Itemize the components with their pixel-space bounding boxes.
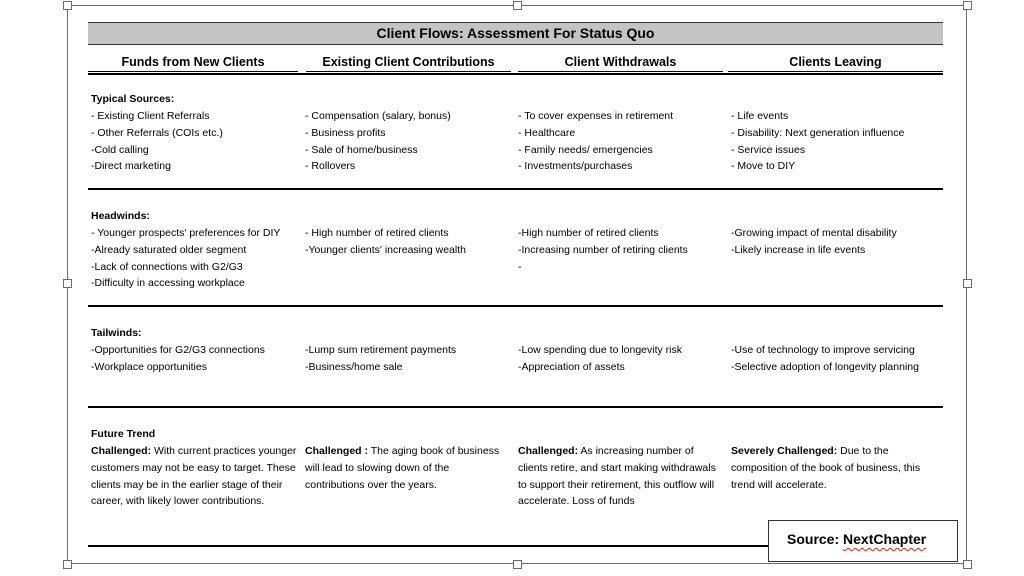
- cell-line: - Sale of home/business: [305, 143, 418, 156]
- cell-line: -Increasing number of retiring clients: [518, 243, 688, 256]
- resize-handle-top-center[interactable]: [513, 1, 522, 10]
- cell-line: - Healthcare: [518, 126, 576, 139]
- row-label: Future Trend: [91, 428, 156, 440]
- cell-line: - Move to DIY: [731, 160, 796, 173]
- cell-paragraph: [731, 443, 941, 493]
- table-cell: [731, 108, 941, 175]
- table-cell: [731, 342, 941, 376]
- trend-description: As increasing number of clients retire, and start making withdrawals to support their retirement, this outflow will accelerate. Loss of funds: [518, 445, 716, 508]
- row-divider: [88, 406, 943, 408]
- cell-line: - Business profits: [305, 126, 386, 139]
- row-divider: [88, 188, 943, 190]
- cell-line: -Business/home sale: [305, 360, 403, 373]
- source-box: [768, 520, 958, 562]
- cell-line: -Likely increase in life events: [731, 243, 866, 256]
- cell-paragraph: [518, 443, 723, 510]
- cell-line: - Other Referrals (COIs etc.): [91, 126, 223, 139]
- table-cell: [518, 225, 723, 275]
- resize-handle-top-right[interactable]: [963, 1, 972, 10]
- trend-description: The aging book of business will lead to slowing down of the contributions over the years.: [305, 445, 500, 491]
- cell-line: - Service issues: [731, 143, 806, 156]
- cell-paragraph: [91, 443, 299, 510]
- cell-line: -Younger clients' increasing wealth: [305, 243, 466, 256]
- resize-handle-bottom-right[interactable]: [963, 560, 972, 569]
- cell-line: -Low spending due to longevity risk: [518, 344, 683, 356]
- cell-line: -Growing impact of mental disability: [731, 227, 897, 239]
- table-cell: [518, 342, 723, 376]
- trend-status: Challenged:: [518, 445, 579, 457]
- table-cell: [305, 225, 510, 259]
- cell-line: - To cover expenses in retirement: [518, 110, 674, 122]
- row-label: Typical Sources:: [91, 93, 175, 105]
- cell-line: - Investments/purchases: [518, 160, 633, 173]
- cell-line: - Existing Client Referrals: [91, 110, 210, 122]
- table-cell: [731, 443, 941, 493]
- table-cell: [91, 108, 299, 175]
- table-cell: [518, 443, 723, 510]
- table-cell: [305, 443, 510, 493]
- cell-line: -Already saturated older segment: [91, 243, 247, 256]
- resize-handle-top-left[interactable]: [63, 1, 72, 10]
- cell-line: -Direct marketing: [91, 160, 171, 173]
- trend-status: Challenged :: [305, 445, 369, 457]
- table-title: Client Flows: Assessment For Status Quo: [88, 22, 943, 45]
- cell-line: -Use of technology to improve servicing: [731, 344, 915, 356]
- cell-line: -Lack of connections with G2/G3: [91, 260, 243, 273]
- table-cell: [518, 108, 723, 175]
- cell-line: -High number of retired clients: [518, 227, 659, 239]
- column-headers: [88, 53, 943, 75]
- source-prefix: Source:: [787, 531, 844, 547]
- column-header: Client Withdrawals: [518, 53, 723, 72]
- cell-line: - High number of retired clients: [305, 227, 449, 239]
- table-cell: [731, 225, 941, 259]
- column-header: Existing Client Contributions: [306, 53, 511, 72]
- resize-handle-bottom-center[interactable]: [513, 560, 522, 569]
- cell-line: -Appreciation of assets: [518, 360, 625, 373]
- column-header: Clients Leaving: [728, 53, 943, 72]
- cell-line: - Rollovers: [305, 160, 356, 173]
- table-cell: [91, 443, 299, 510]
- cell-line: -Difficulty in accessing workplace: [91, 277, 245, 290]
- cell-line: -Workplace opportunities: [91, 360, 207, 373]
- cell-line: - Disability: Next generation influence: [731, 126, 905, 139]
- table-cell: [91, 342, 299, 376]
- resize-handle-middle-right[interactable]: [963, 279, 972, 288]
- cell-line: - Life events: [731, 110, 789, 122]
- cell-line: -Selective adoption of longevity planning: [731, 360, 919, 373]
- trend-description: With current practices younger customers may not be easy to target. These clients may be in the earlier stage of their career, with likely lower contributions.: [91, 445, 297, 508]
- table-cell: [305, 342, 510, 376]
- row-label: Tailwinds:: [91, 327, 142, 339]
- resize-handle-middle-left[interactable]: [63, 279, 72, 288]
- table-cell: [91, 225, 299, 292]
- source-name: NextChapter: [843, 531, 927, 547]
- row-divider: [88, 305, 943, 307]
- cell-line: - Family needs/ emergencies: [518, 143, 653, 156]
- trend-description: Due to the composition of the book of business, this trend will accelerate.: [731, 445, 921, 491]
- cell-line: -Lump sum retirement payments: [305, 344, 457, 356]
- column-header: Funds from New Clients: [88, 53, 298, 72]
- trend-status: Challenged:: [91, 445, 152, 457]
- row-label: Headwinds:: [91, 210, 150, 222]
- cell-line: -: [518, 260, 522, 273]
- cell-line: -Opportunities for G2/G3 connections: [91, 344, 265, 356]
- cell-line: -Cold calling: [91, 143, 149, 156]
- cell-paragraph: [305, 443, 510, 493]
- cell-line: - Younger prospects' preferences for DIY: [91, 227, 281, 239]
- cell-line: - Compensation (salary, bonus): [305, 110, 451, 122]
- trend-status: Severely Challenged:: [731, 445, 838, 457]
- table-cell: [305, 108, 510, 175]
- resize-handle-bottom-left[interactable]: [63, 560, 72, 569]
